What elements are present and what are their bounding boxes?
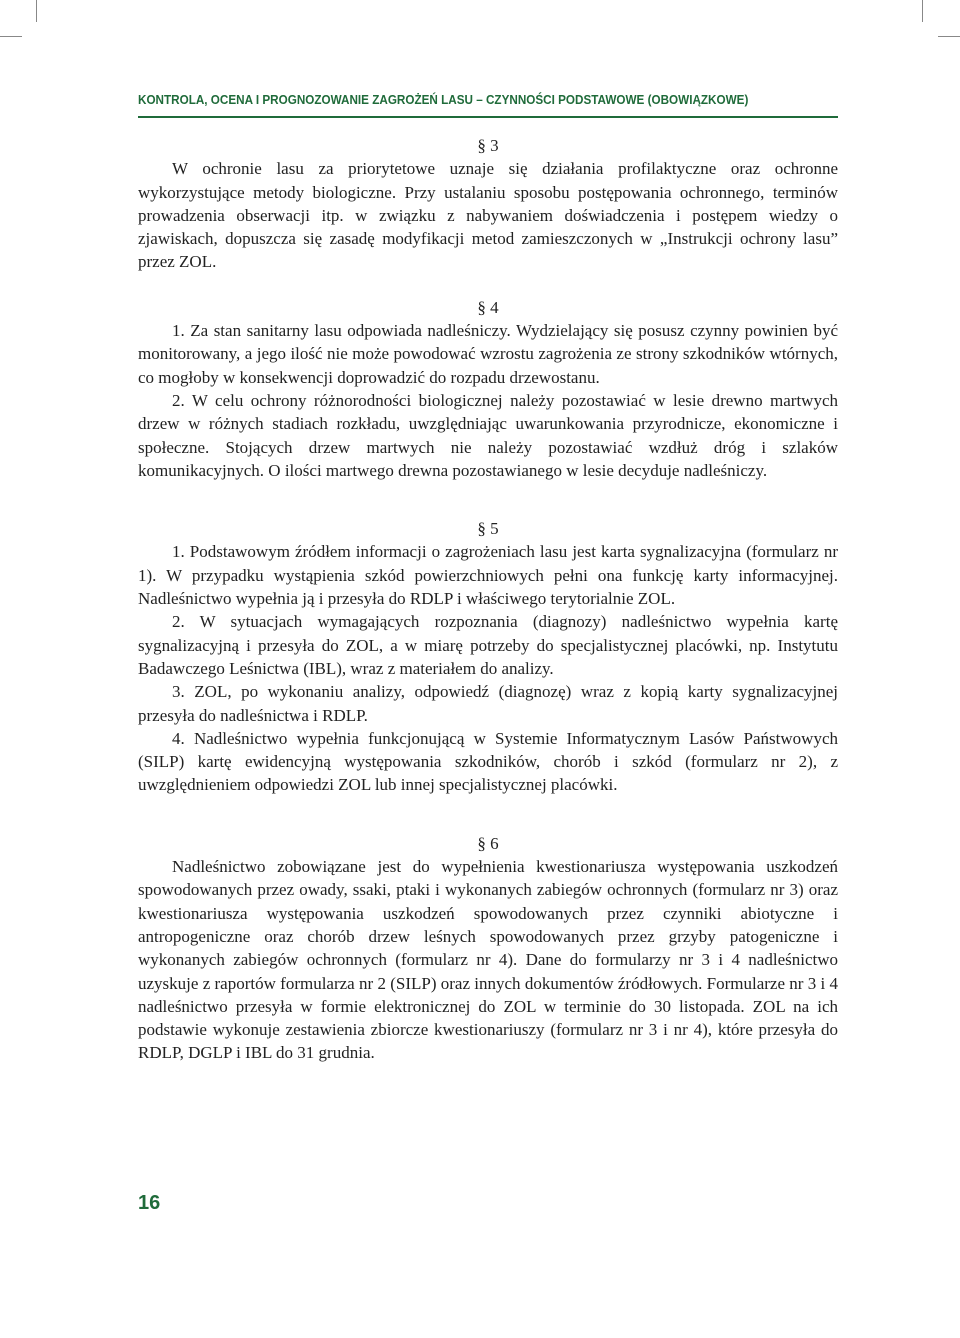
paragraph: 1. Za stan sanitarny lasu odpowiada nadleśniczy. Wydzielający się posusz czynny powinien być monitorowany, a jego ilość nie może powodować wzrostu zagrożenia ze strony szkodników wtórnych, co mogłoby w konsekwencji doprowadzić do rozpadu drzewostanu. xyxy=(138,321,838,387)
section-heading: § 5 xyxy=(477,519,499,539)
section-heading: § 6 xyxy=(477,833,499,853)
crop-mark-right-top xyxy=(938,36,960,37)
page-number: 16 xyxy=(138,1192,161,1214)
section-heading: § 3 xyxy=(477,136,499,155)
paragraph: 4. Nadleśnictwo wypełnia funkcjonującą w Systemie Informatycznym Lasów Państwowych (SILP) kartę ewidencyjną występowania szkodników, chorób i szkód (formularz nr 2), z uwzględnieniem odpowiedzi ZOL lub innej specjalistycznej placówki. xyxy=(138,728,838,795)
section-5 xyxy=(138,517,838,797)
paragraph: 3. ZOL, po wykonaniu analizy, odpowiedź (diagnozę) wraz z kopią karty sygnalizacyjnej przesyła do nadleśnictwa i RDLP. xyxy=(138,682,838,725)
section-heading: § 4 xyxy=(477,297,499,317)
section-3 xyxy=(138,134,838,274)
paragraph: 2. W celu ochrony różnorodności biologicznej należy pozostawiać w lesie drewno martwych drzew w różnych stadiach rozkładu, uwzględniając uwarunkowania przyrodnicze, ekonomiczne i społeczne. Stojących drzew martwych nie należy pozostawiać wzdłuż dróg i szlaków komunikacyjnych. O ilości martwego drewna pozostawianego w lesie decyduje nadleśniczy. xyxy=(138,390,838,480)
paragraph: W ochronie lasu za priorytetowe uznaje się działania profilaktyczne oraz ochronne wykorzystujące metody biologiczne. Przy ustalaniu sposobu postępowania ochronnego, terminów prowadzenia obserwacji itp. w związku z nabywaniem doświadczenia i postępem wiedzy o zjawiskach, dopuszcza się zasadę modyfikacji metod zamieszczonych w „Instrukcji ochrony lasu” przez ZOL. xyxy=(138,159,838,272)
crop-mark-top-left xyxy=(36,0,37,22)
crop-mark-left-top xyxy=(0,36,22,37)
running-header: KONTROLA, OCENA I PROGNOZOWANIE ZAGROŻEŃ LASU – CZYNNOŚCI PODSTAWOWE (OBOWIĄZKOWE) xyxy=(138,92,749,107)
header-rule xyxy=(138,116,838,118)
paragraph: Nadleśnictwo zobowiązane jest do wypełnienia kwestionariusza występowania uszkodzeń spowodowanych przez owady, ssaki, ptaki i wykonanych zabiegów ochronnych (formularz nr 3) oraz kwestionariusza występowania uszkodzeń spowodowanych przez czynniki abiotyczne i antropogeniczne oraz chorób drzew leśnych spowodowanych przez grzyby patogeniczne i wykonanych zabiegów ochronnych (formularz nr 4). Dane do formularzy nr 3 i 4 nadleśnictwo uzyskuje z raportów formularza nr 2 (SILP) oraz innych dokumentów źródłowych. Formularze nr 3 i 4 nadleśnictwo przesyła w formie elektronicznej do ZOL w terminie do 30 listopada. ZOL na ich podstawie wykonuje zestawienia zbiorcze kwestionariuszy (formularz nr 3 i nr 4), które przesyła do RDLP, DGLP i IBL do 31 grudnia. xyxy=(138,857,838,1063)
crop-mark-top-right xyxy=(922,0,923,22)
section-6 xyxy=(138,832,838,1065)
page-body xyxy=(138,134,838,1065)
section-4 xyxy=(138,296,838,482)
paragraph: 2. W sytuacjach wymagających rozpoznania (diagnozy) nadleśnictwo wypełnia kartę sygnalizacyjną i przesyła do ZOL, a w miarę potrzeby do specjalistycznej placówki, np. Instytutu Badawczego Leśnictwa (IBL), wraz z materiałem do analizy. xyxy=(138,612,838,678)
paragraph: 1. Podstawowym źródłem informacji o zagrożeniach lasu jest karta sygnalizacyjna (formularz nr 1). W przypadku wystąpienia szkód powierzchniowych pełni ona funkcję karty informacyjnej. Nadleśnictwo wypełnia ją i przesyła do RDLP i właściwego terytorialnie ZOL. xyxy=(138,542,838,609)
